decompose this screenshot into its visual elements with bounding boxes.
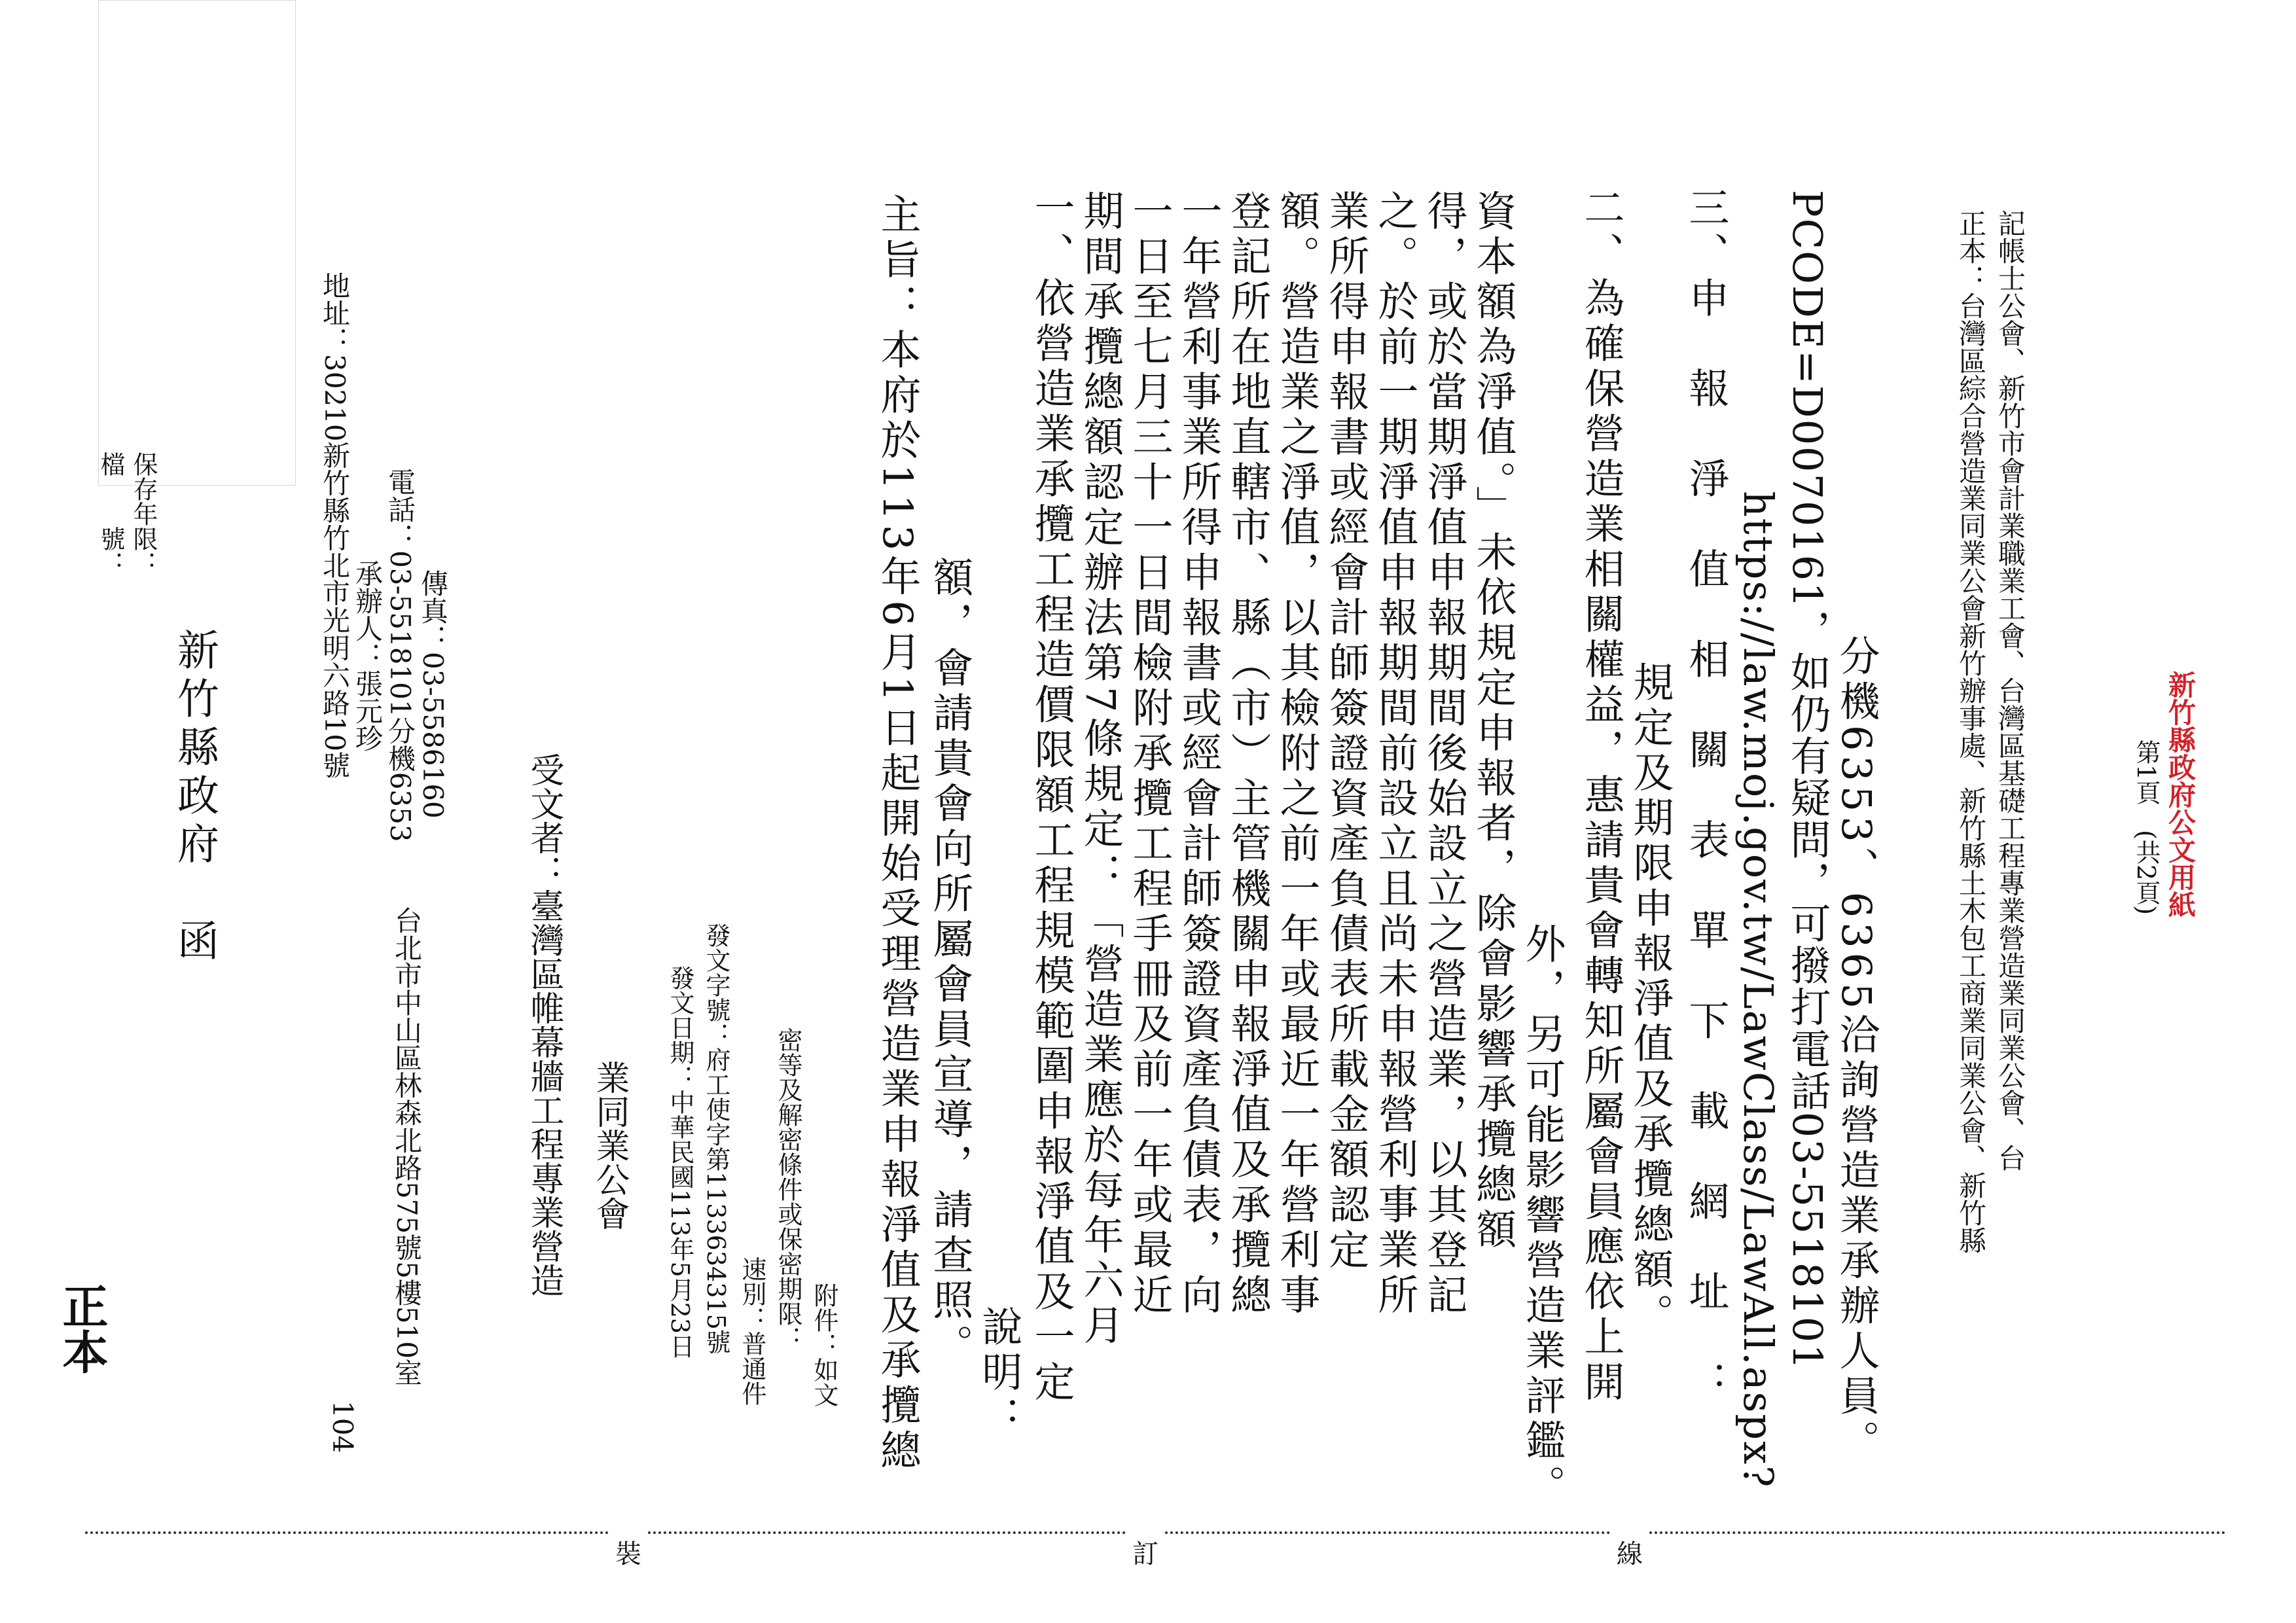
explanation-item-1-line: 一、依營造業承攬工程造價限額工程規模範圍申報淨值及一定 <box>1028 187 1075 1406</box>
security-level: 密等及解密條件或保密期限： <box>774 1027 802 1351</box>
sender-fax: 傳真：03-5586160 <box>417 569 449 819</box>
page-number: 第1頁 (共2頁) <box>2132 740 2161 916</box>
recipient-postal-code: 104 <box>327 1400 359 1454</box>
binding-label-ding: 訂 <box>1132 1539 1158 1569</box>
copies-line-1: 正本：台灣區綜合營造業同業公會新竹辦事處、新竹縣土木包工商業同業公會、新竹縣 <box>1955 209 1987 1254</box>
explanation-item-1-line: 外，另可能影響營造業評鑑。 <box>1518 923 1566 1510</box>
binding-label-zhuang: 裝 <box>615 1539 641 1569</box>
sender-phone: 電話：03-5518101分機6353 <box>384 468 416 842</box>
handler-name: 承辦人：張元珍 <box>351 560 384 752</box>
stationery-label: 新竹縣政府公文用紙 <box>2164 671 2197 918</box>
original-mark: 正本 <box>55 1283 109 1374</box>
explanation-item-1-line: 資本額為淨值。」未依規定申報者，除會影響承攬總額 <box>1469 190 1517 1253</box>
copies-line-2: 記帳士公會、新竹市會計業職業工會、台灣區基礎工程專業營造業同業公會、台 <box>1994 209 2026 1171</box>
attachment: 附件：如文 <box>810 1283 838 1407</box>
explanation-item-1-line: 一年營利事業所得申報書或經會計師簽證資產負債表，向 <box>1175 190 1223 1319</box>
recipient-address: 台北市中山區林森北路575號5樓510室 <box>391 906 423 1387</box>
delivery-speed: 速別：普通件 <box>738 1257 766 1406</box>
explanation-item-2-line: 規定及期限申報淨值及承攬總額。 <box>1626 661 1674 1338</box>
explanation-item-1-line: 之。於前一期淨值申報期間前設立且尚未申報營利事業所 <box>1371 190 1419 1319</box>
explanation-item-1-line: 額。營造業之淨值，以其檢附之前一年或最近一年營利事 <box>1273 190 1321 1319</box>
recipient-line-2: 業同業公會 <box>590 1060 629 1230</box>
binding-dotted-line <box>85 1531 609 1534</box>
explanation-item-1-line: 得，或於當期淨值申報期間後始設立之營造業，以其登記 <box>1420 190 1468 1319</box>
document-number: 發文字號：府工使字第1133634315號 <box>702 923 730 1355</box>
download-url-line-2: PCODE=D0070161，如仍有疑問，可撥打電話03-5518101 <box>1784 190 1831 1371</box>
explanation-heading: 說明： <box>975 1306 1023 1441</box>
explanation-item-3-line: 分機6353、6365洽詢營造業承辦人員。 <box>1833 635 1880 1465</box>
paper-overlay <box>98 0 296 486</box>
explanation-item-3-line: 三、申 報 淨 值 相 關 表 單 下 載 網 址 ： <box>1682 187 1730 1406</box>
explanation-item-1-line: 期間承攬總額認定辦法第7條規定：「營造業應於每年六月 <box>1077 190 1124 1349</box>
retention-period-label: 保存年限： <box>129 452 158 576</box>
explanation-item-2-line: 二、為確保營造業相關權益，惠請貴會轉知所屬會員應依上開 <box>1577 187 1625 1406</box>
recipient-line-1: 受文者：臺灣區帷幕牆工程專業營造 <box>524 753 564 1297</box>
sender-address: 地址：30210新竹縣竹北市光明六路10號 <box>319 272 351 779</box>
explanation-item-1-line: 一日至七月三十一日間檢附承攬工程手冊及前一年或最近 <box>1126 190 1174 1319</box>
binding-dotted-line <box>1649 1531 2225 1534</box>
binding-label-xian: 線 <box>1617 1539 1643 1569</box>
agency-title: 新竹縣政府 函 <box>170 628 219 967</box>
explanation-item-1-line: 業所得申報書或經會計師簽證資產負債表所載金額認定 <box>1322 190 1370 1274</box>
subject-line-1: 主旨：本府於113年6月1日起開始受理營造業申報淨值及承攬總 <box>874 193 922 1474</box>
binding-dotted-line <box>648 1531 1126 1534</box>
download-url-line-1[interactable]: https://law.moj.gov.tw/LawClass/LawAll.aspx? <box>1734 491 1782 1489</box>
archive-number-label: 檔 號： <box>96 452 125 576</box>
binding-dotted-line <box>1165 1531 1610 1534</box>
subject-line-2: 額，會請貴會向所屬會員宣導，請查照。 <box>926 556 974 1369</box>
issue-date: 發文日期：中華民國113年5月23日 <box>666 965 694 1359</box>
explanation-item-1-line: 登記所在地直轄市、縣（市）主管機關申報淨值及承攬總 <box>1224 190 1272 1319</box>
